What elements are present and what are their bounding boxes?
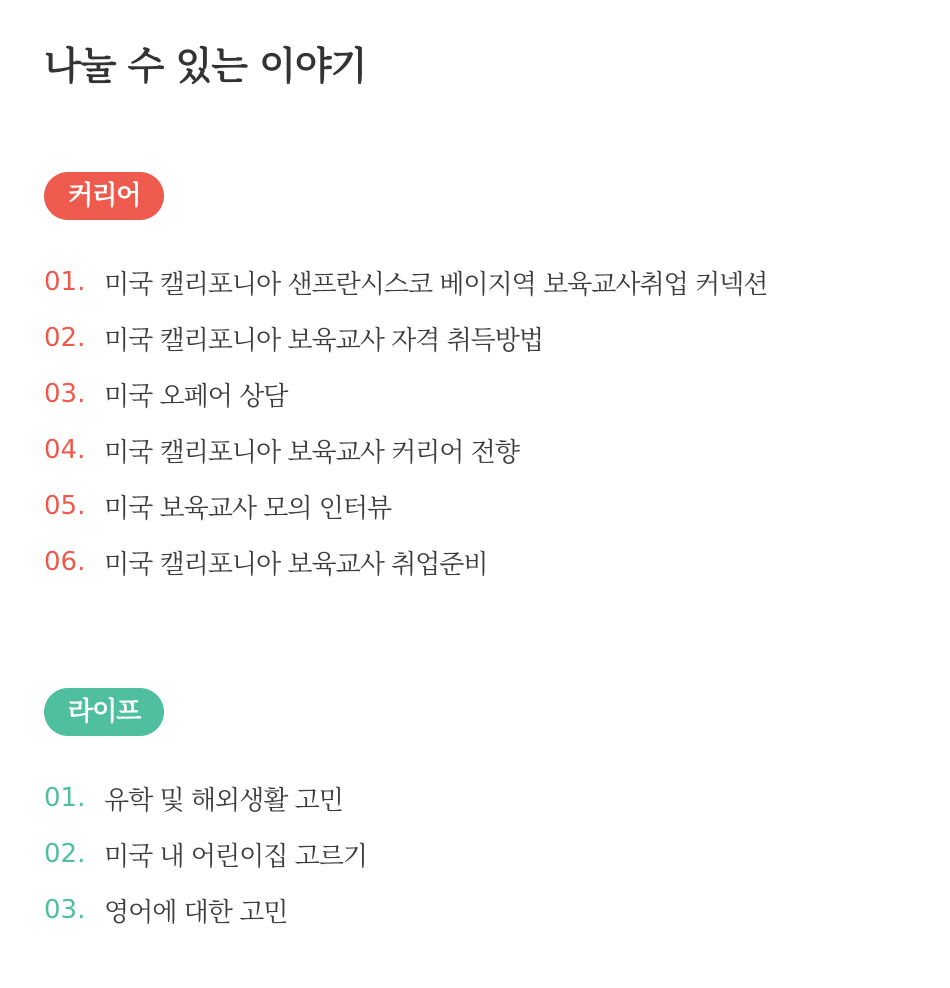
career-topic-text: 미국 캘리포니아 보육교사 취업준비: [104, 549, 488, 580]
life-topic-item: [44, 770, 924, 826]
career-topic-item: [44, 534, 924, 590]
life-topic-item: [44, 882, 924, 938]
career-topic-number: 03.: [44, 379, 86, 409]
career-topic-number: 01.: [44, 267, 86, 297]
career-badge: 커리어: [44, 172, 164, 220]
career-topic-item: [44, 254, 924, 310]
career-topic-text: 미국 캘리포니아 샌프란시스코 베이지역 보육교사취업 커넥션: [104, 269, 768, 300]
career-topic-text: 미국 오페어 상담: [104, 381, 288, 412]
career-topic-item: [44, 422, 924, 478]
life-topic-item: [44, 826, 924, 882]
career-topic-list: [44, 254, 924, 590]
career-topic-text: 미국 캘리포니아 보육교사 커리어 전향: [104, 437, 519, 468]
career-topic-text: 미국 보육교사 모의 인터뷰: [104, 493, 392, 524]
career-topic-number: 06.: [44, 547, 86, 577]
career-topic-text: 미국 캘리포니아 보육교사 자격 취득방법: [104, 325, 544, 356]
career-topic-number: 05.: [44, 491, 86, 521]
life-topic-number: 02.: [44, 839, 86, 869]
career-topic-item: [44, 310, 924, 366]
life-topic-text: 유학 및 해외생활 고민: [104, 785, 343, 816]
career-topic-item: [44, 366, 924, 422]
life-section: [44, 688, 924, 938]
life-topic-list: [44, 770, 924, 938]
life-topic-number: 03.: [44, 895, 86, 925]
page-title: 나눌 수 있는 이야기: [44, 44, 367, 88]
career-topic-item: [44, 478, 924, 534]
life-topic-text: 영어에 대한 고민: [104, 897, 288, 928]
career-topic-number: 02.: [44, 323, 86, 353]
life-topic-text: 미국 내 어린이집 고르기: [104, 841, 367, 872]
career-section: [44, 172, 924, 590]
life-topic-number: 01.: [44, 783, 86, 813]
life-badge: 라이프: [44, 688, 164, 736]
career-topic-number: 04.: [44, 435, 86, 465]
